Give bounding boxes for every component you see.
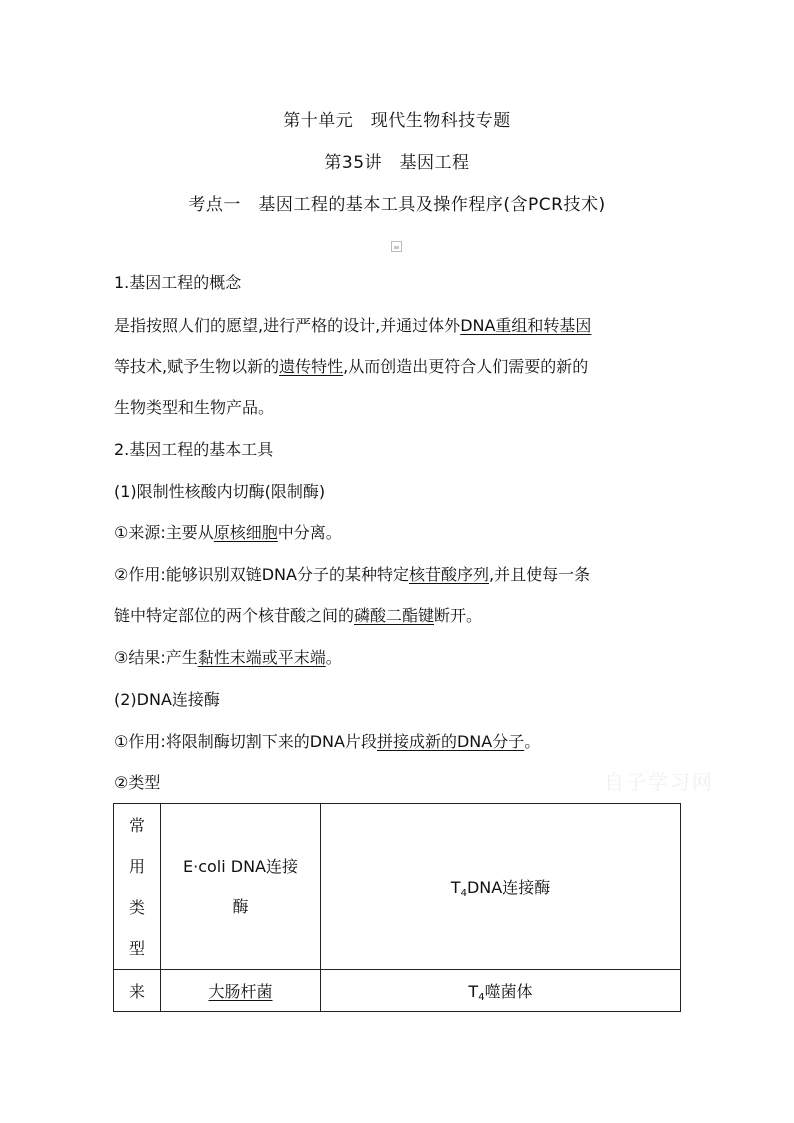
source-text: 中分离。 [277,523,342,542]
section2-title: 2.基因工程的基本工具 [114,440,274,459]
ligase-key-term: 拼接成新的DNA分子 [376,732,525,751]
concept-key-term: 遗传特性 [279,357,344,376]
label-char: 用 [128,856,145,876]
ecoli-ligase-cell [161,804,321,970]
t4-prefix: T [450,877,461,897]
result-text: ③结果:产生 [114,648,198,667]
ecoli-ligase-line-1: E·coli DNA连接 [183,856,298,876]
t4-ligase-name: DNA连接酶 [466,877,551,897]
source-text: ①来源:主要从 [114,523,214,542]
watermark: 自子学习网 [604,770,714,794]
concept-line-2 [114,356,684,378]
label-char: 类 [128,897,145,917]
table-row [114,804,681,970]
function-key-term: 核苷酸序列 [408,565,489,584]
t4-source-cell [321,970,681,1012]
ecoli-ligase-line-2: 酶 [232,896,249,916]
restriction-function-line-1 [114,564,684,586]
row-label-source: 来 [114,970,161,1012]
source-key-term: 原核细胞 [213,523,278,542]
ecoli-source: 大肠杆菌 [208,982,273,1001]
t4-phage-name: 噬菌体 [484,981,533,1001]
concept-text: ,从而创造出更符合人们需要的新的 [343,357,589,376]
restriction-enzyme-heading: (1)限制性核酸内切酶(限制酶) [114,482,326,501]
label-char: 常 [128,815,145,835]
lecture-title: 第35讲 基因工程 [324,153,470,173]
ligase-text: ①作用:将限制酶切割下来的DNA片段 [114,732,377,751]
function-text: ②作用:能够识别双链DNA分子的某种特定 [114,565,409,584]
result-text: 。 [325,648,342,667]
ligase-text: 。 [524,732,541,751]
result-key-term: 黏性末端或平末端 [197,648,326,667]
ecoli-source-cell [161,970,321,1012]
function-key-term: 磷酸二酯键 [354,606,435,625]
function-text: 链中特定部位的两个核苷酸之间的 [114,606,355,625]
ligase-types-table [113,803,681,1012]
broken-image-icon [391,241,402,252]
label-char: 型 [128,938,145,958]
t4-subscript: 4 [478,991,485,1003]
restriction-function-line-2 [114,605,684,627]
row-label-common-types [114,804,161,970]
concept-key-term: DNA重组和转基因 [460,316,592,335]
restriction-result [114,647,684,669]
function-text: ,并且使每一条 [489,565,591,584]
concept-text: 是指按照人们的愿望,进行严格的设计,并通过体外 [114,316,461,335]
table-row [114,970,681,1012]
function-text: 断开。 [434,606,483,625]
restriction-source [114,522,684,544]
ligase-types-heading: ②类型 [114,773,161,792]
section1-title: 1.基因工程的概念 [114,273,242,292]
concept-line-3: 生物类型和生物产品。 [114,398,275,417]
concept-line-1 [114,315,684,337]
t4-ligase-cell [321,804,681,970]
t4-prefix: T [468,981,479,1001]
topic-title: 考点一 基因工程的基本工具及操作程序(含PCR技术) [188,195,606,215]
concept-text: 等技术,赋予生物以新的 [114,357,280,376]
unit-title: 第十单元 现代生物科技专题 [283,111,511,131]
t4-subscript: 4 [460,887,467,899]
ligase-heading: (2)DNA连接酶 [114,690,220,709]
ligase-function [114,731,684,753]
